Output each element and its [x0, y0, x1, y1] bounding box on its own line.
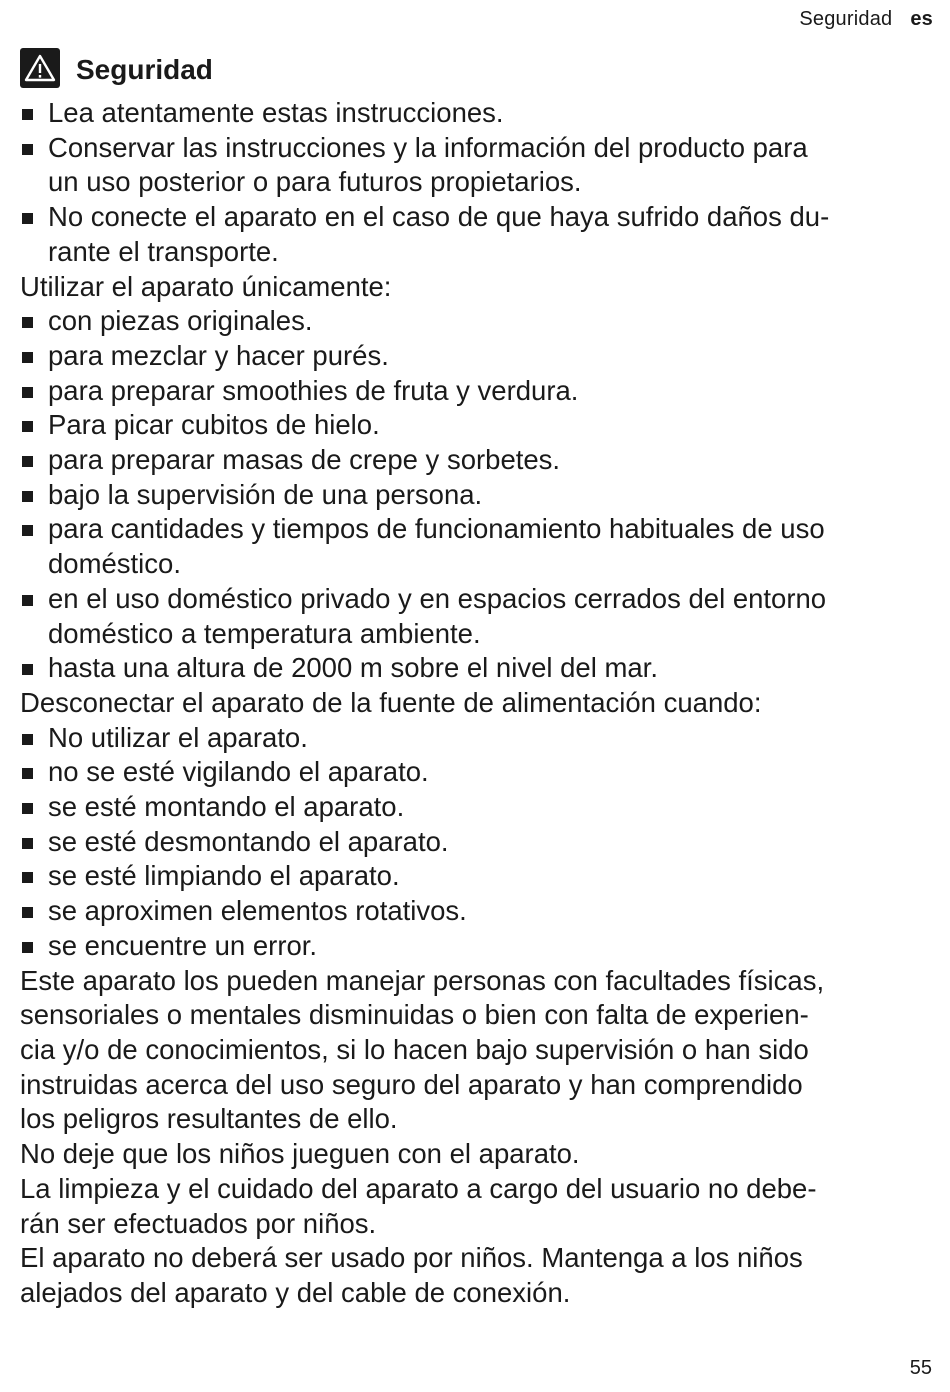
bullet-item: para preparar smoothies de fruta y verdura. — [20, 374, 932, 409]
paragraph-line: Desconectar el aparato de la fuente de alimentación cuando: — [20, 686, 762, 718]
bullet-continuation: doméstico a temperatura ambiente. — [48, 617, 481, 649]
bullet-item: no se esté vigilando el aparato. — [20, 755, 932, 790]
bullet-item: se encuentre un error. — [20, 929, 932, 964]
paragraph-line: No deje que los niños jueguen con el aparato. — [20, 1138, 580, 1170]
bullet-item: bajo la supervisión de una persona. — [20, 478, 932, 513]
safety-text — [20, 96, 932, 1311]
header-language: es — [910, 8, 933, 30]
paragraph-line: instruidas acerca del uso seguro del aparato y han comprendido — [20, 1068, 803, 1100]
paragraph-line: Este aparato los pueden manejar personas con facultades físicas, — [20, 964, 825, 996]
bullet-item: hasta una altura de 2000 m sobre el nivel del mar. — [20, 651, 932, 686]
paragraph-line: los peligros resultantes de ello. — [20, 1103, 398, 1135]
paragraph-line: rán ser efectuados por niños. — [20, 1207, 377, 1239]
bullet-item: Conservar las instrucciones y la información del producto para — [20, 131, 932, 166]
bullet-item: se aproximen elementos rotativos. — [20, 894, 932, 929]
bullet-item: se esté limpiando el aparato. — [20, 859, 932, 894]
running-header — [799, 8, 933, 31]
bullet-item: para mezclar y hacer purés. — [20, 339, 932, 374]
bullet-item: se esté desmontando el aparato. — [20, 825, 932, 860]
bullet-item: Para picar cubitos de hielo. — [20, 408, 932, 443]
paragraph-line: El aparato no deberá ser usado por niños. Mantenga a los niños — [20, 1242, 803, 1274]
paragraph-line: La limpieza y el cuidado del aparato a cargo del usuario no debe- — [20, 1172, 817, 1204]
bullet-continuation: rante el transporte. — [48, 235, 279, 267]
bullet-item: Lea atentamente estas instrucciones. — [20, 96, 932, 131]
paragraph-line: Utilizar el aparato únicamente: — [20, 270, 392, 302]
bullet-item: No utilizar el aparato. — [20, 721, 932, 756]
paragraph-line: sensoriales o mentales disminuidas o bien con falta de experien- — [20, 999, 809, 1031]
section-heading — [20, 48, 213, 88]
bullet-continuation: doméstico. — [48, 548, 181, 580]
page-title: Seguridad — [76, 54, 213, 85]
bullet-item: se esté montando el aparato. — [20, 790, 932, 825]
warning-triangle-icon — [20, 48, 60, 88]
bullet-item: para cantidades y tiempos de funcionamiento habituales de uso — [20, 512, 932, 547]
page-number: 55 — [909, 1357, 932, 1379]
paragraph-line: alejados del aparato y del cable de conexión. — [20, 1276, 571, 1308]
bullet-item: en el uso doméstico privado y en espacios cerrados del entorno — [20, 582, 932, 617]
bullet-item: No conecte el aparato en el caso de que haya sufrido daños du- — [20, 200, 932, 235]
bullet-item: con piezas originales. — [20, 304, 932, 339]
header-section: Seguridad — [799, 8, 893, 30]
paragraph-line: cia y/o de conocimientos, si lo hacen bajo supervisión o han sido — [20, 1033, 809, 1065]
bullet-item: para preparar masas de crepe y sorbetes. — [20, 443, 932, 478]
bullet-continuation: un uso posterior o para futuros propietarios. — [48, 166, 582, 198]
